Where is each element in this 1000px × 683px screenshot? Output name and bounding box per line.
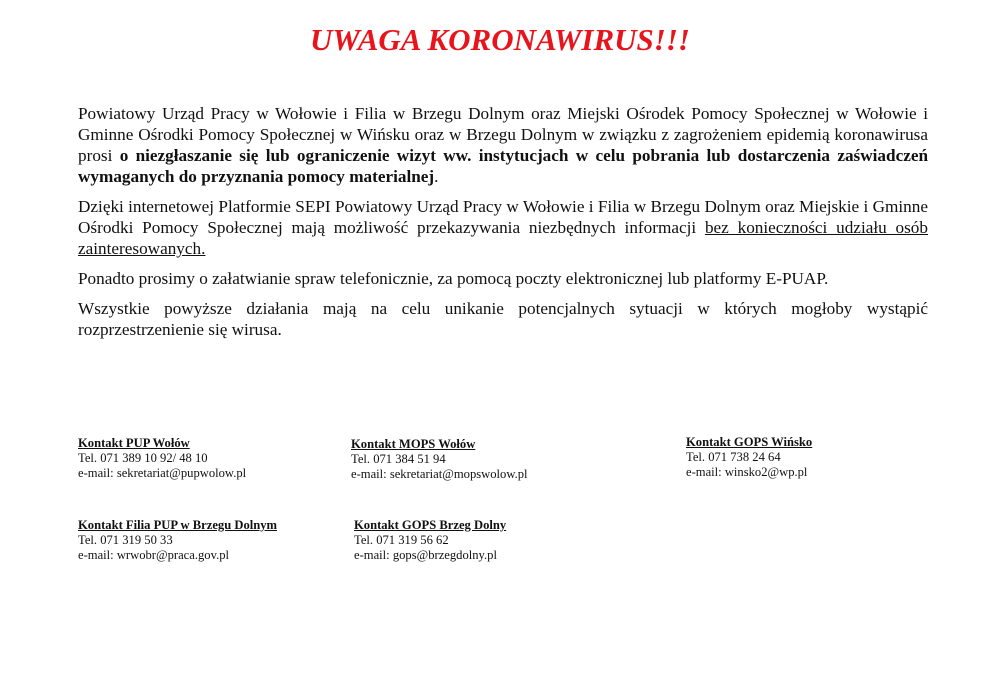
contact-email: e-mail: sekretariat@pupwolow.pl — [78, 466, 247, 480]
page-title: UWAGA KORONAWIRUS!!! — [310, 22, 690, 57]
contact-mops-wolow — [351, 437, 528, 482]
contact-title: Kontakt GOPS Wińsko — [686, 435, 813, 449]
contact-email: e-mail: sekretariat@mopswolow.pl — [351, 467, 528, 481]
contact-phone: Tel. 071 389 10 92/ 48 10 — [78, 451, 208, 465]
contact-phone: Tel. 071 319 56 62 — [354, 533, 449, 547]
notice-body — [78, 103, 928, 349]
paragraph-1-intro: Powiatowy Urząd Pracy w Wołowie i Filia w Brzegu Dolnym oraz Miejski Ośrodek Pomocy Społecznej w Wołowie i Gminne Ośrodki Pomocy Społecznej w Wińsku oraz w Brzegu Dolnym w związku z zagrożeniem epidemią koronawirusa prosi — [78, 104, 928, 165]
contact-email: e-mail: winsko2@wp.pl — [686, 465, 808, 479]
contact-phone: Tel. 071 319 50 33 — [78, 533, 173, 547]
contact-phone: Tel. 071 738 24 64 — [686, 450, 781, 464]
paragraph-2-underlined: bez konieczności udziału osób zainteresowanych. — [78, 218, 928, 258]
contact-gops-winsko — [686, 435, 812, 480]
paragraph-2-text: Dzięki internetowej Platformie SEPI Powiatowy Urząd Pracy w Wołowie i Filia w Brzegu Dolnym oraz Miejskie i Gminne Ośrodki Pomocy Społecznej mają możliwość przekazywania niezbędnych informacji — [78, 197, 928, 237]
contact-title: Kontakt MOPS Wołów — [351, 437, 476, 451]
contact-title: Kontakt GOPS Brzeg Dolny — [354, 518, 507, 532]
contact-title: Kontakt Filia PUP w Brzegu Dolnym — [78, 518, 278, 532]
paragraph-4: Wszystkie powyższe działania mają na celu unikanie potencjalnych sytuacji w których mogłoby wystąpić rozprzestrzenienie się wirusa. — [78, 299, 928, 339]
paragraph-3: Ponadto prosimy o załatwianie spraw telefonicznie, za pomocą poczty elektronicznej lub platformy E-PUAP. — [78, 269, 829, 288]
contact-phone: Tel. 071 384 51 94 — [351, 452, 446, 466]
paragraph-1-bold: o niezgłaszanie się lub ograniczenie wizyt ww. instytucjach w celu pobrania lub dostarczenia zaświadczeń wymaganych do przyznania pomocy materialnej — [78, 146, 929, 186]
paragraph-2 — [78, 196, 928, 259]
contact-pup-wolow — [78, 436, 246, 481]
contact-email: e-mail: wrwobr@praca.gov.pl — [78, 548, 230, 562]
contact-title: Kontakt PUP Wołów — [78, 436, 190, 450]
contact-filia-pup-brzeg-dolny — [78, 518, 277, 563]
contact-gops-brzeg-dolny — [354, 518, 506, 563]
paragraph-1-end: . — [434, 167, 439, 186]
contact-email: e-mail: gops@brzegdolny.pl — [354, 548, 497, 562]
paragraph-1 — [78, 103, 928, 187]
